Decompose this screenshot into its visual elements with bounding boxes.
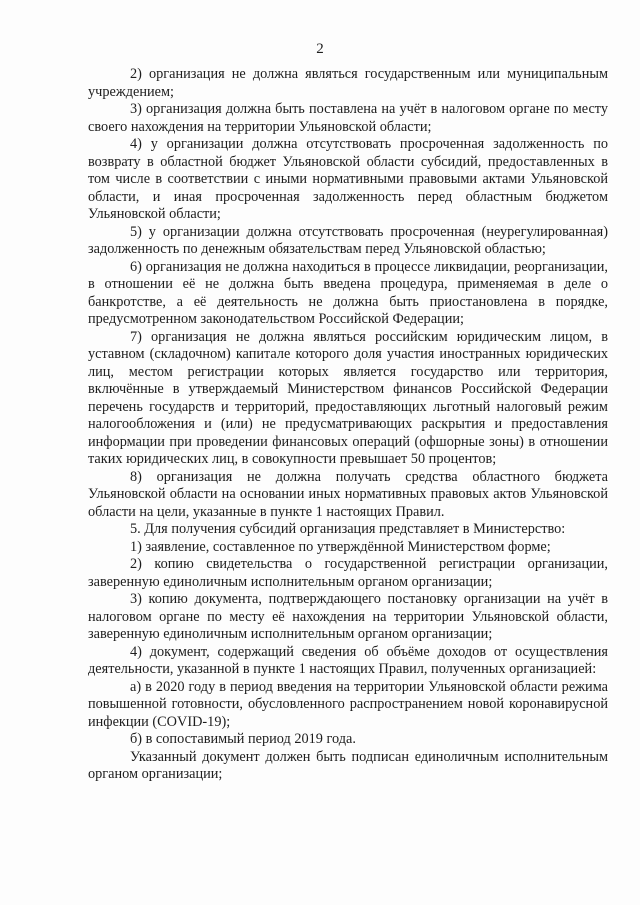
subitem-a: а) в 2020 году в период введения на территории Ульяновской области режима повышенной готовности, обусловленного распространением новой коронавирусной инфекции (COVID-19); <box>88 678 608 730</box>
document-list-item-2: 2) копию свидетельства о государственной регистрации организации, заверенную единоличным исполнительным органом организации; <box>88 556 608 590</box>
paragraph-item-8: 8) организация не должна получать средства областного бюджета Ульяновской области на основании иных нормативных правовых актов Ульяновской области на цели, указанные в пункте 1 настоящих Правил. <box>88 468 608 520</box>
paragraph-item-3: 3) организация должна быть поставлена на учёт в налоговом органе по месту своего нахождения на территории Ульяновской области; <box>88 101 608 135</box>
signature-requirement: Указанный документ должен быть подписан единоличным исполнительным органом организации; <box>88 748 608 782</box>
page-number: 2 <box>316 41 324 57</box>
section-5-heading: 5. Для получения субсидий организация представляет в Министерство: <box>130 521 566 537</box>
document-body <box>88 66 608 784</box>
paragraph-item-5: 5) у организации должна отсутствовать просроченная (неурегулированная) задолженность по денежным обязательствам перед Ульяновской областью; <box>88 223 608 257</box>
paragraph-item-6: 6) организация не должна находиться в процессе ликвидации, реорганизации, в отношении её не должна быть введена процедура, применяемая в деле о банкротстве, а её деятельность не должна быть приостановлена в порядке, предусмотренном законодательством Российской Федерации; <box>88 258 608 327</box>
document-list-item-1: 1) заявление, составленное по утверждённой Министерством форме; <box>130 538 551 555</box>
document-list-item-3: 3) копию документа, подтверждающего постановку организации на учёт в налоговом органе по месту её нахождения на территории Ульяновской области, заверенную единоличным исполнительным органом организации; <box>88 591 608 642</box>
paragraph-item-7: 7) организация не должна являться российским юридическим лицом, в уставном (складочном) капитале которого доля участия иностранных юридических лиц, местом регистрации которых является государство или территория, включённые в утверждаемый Министерством финансов Российской Федерации перечень государств и территорий, предоставляющих льготный налоговый режим налогообложения и (или) не предусматривающих раскрытия и предоставления информации при проведении финансовых операций (офшорные зоны) в отношении таких юридических лиц, в совокупности превышает 50 процентов; <box>88 328 608 467</box>
subitem-b: б) в сопоставимый период 2019 года. <box>130 731 356 747</box>
document-list-item-4: 4) документ, содержащий сведения об объёме доходов от осуществления деятельности, указанной в пункте 1 настоящих Правил, полученных организацией: <box>88 643 608 677</box>
paragraph-item-2: 2) организация не должна являться государственным или муниципальным учреждением; <box>88 66 608 100</box>
paragraph-item-4: 4) у организации должна отсутствовать просроченная задолженность по возврату в областной бюджет Ульяновской области субсидий, предоставленных в том числе в соответствии с иными нормативными правовыми актами Ульяновской области, и иная просроченная задолженность перед областным бюджетом Ульяновской области; <box>88 136 608 222</box>
